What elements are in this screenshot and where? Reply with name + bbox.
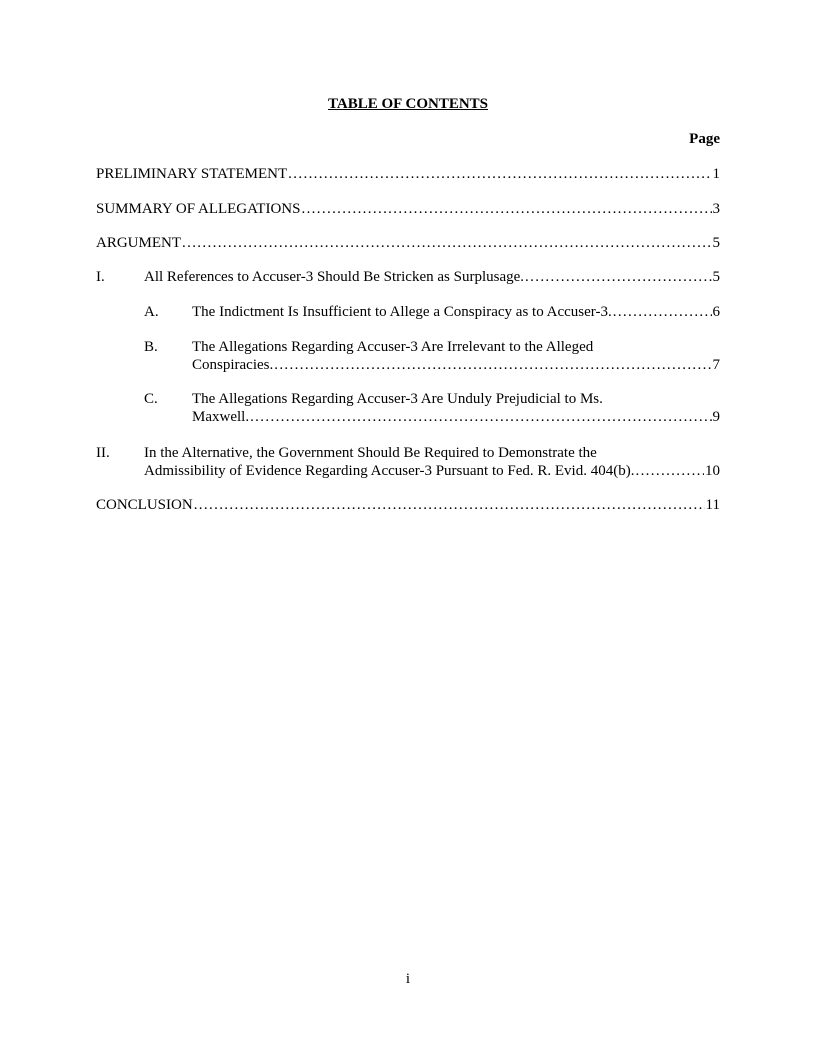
toc-entry-page: 9 (712, 409, 720, 425)
leader-dots (274, 356, 711, 374)
toc-entry-page: 1 (712, 166, 720, 182)
toc-entry-number: I. (96, 269, 105, 285)
toc-entry-label: All References to Accuser-3 Should Be Stricken as Surplusage. (144, 269, 525, 285)
toc-entry-label: Admissibility of Evidence Regarding Accuser-3 Pursuant to Fed. R. Evid. 404(b). (144, 463, 635, 479)
page-number-footer: i (405, 971, 411, 987)
leader-dots (182, 234, 712, 252)
toc-entry-page: 5 (712, 269, 720, 285)
leader-dots (525, 268, 711, 286)
toc-entry-label: SUMMARY OF ALLEGATIONS (96, 201, 301, 217)
toc-entry-number: A. (144, 304, 159, 320)
toc-entry-preliminary-statement[interactable] (96, 165, 720, 183)
toc-title: TABLE OF CONTENTS (327, 96, 489, 112)
leader-dots (288, 165, 711, 183)
toc-entry-label: The Indictment Is Insufficient to Allege a Conspiracy as to Accuser-3. (192, 304, 612, 320)
leader-dots (194, 496, 705, 514)
toc-entry-page: 10 (705, 463, 720, 479)
toc-entry-label: CONCLUSION (96, 497, 193, 513)
toc-entry-label-line: In the Alternative, the Government Should Be Required to Demonstrate the (144, 445, 597, 461)
toc-entry-label: Maxwell. (192, 409, 250, 425)
toc-entry-summary-of-allegations[interactable] (96, 200, 720, 218)
toc-entry-label-line: The Allegations Regarding Accuser-3 Are Unduly Prejudicial to Ms. (192, 391, 603, 407)
leader-dots (635, 462, 704, 480)
toc-entry-number: II. (96, 445, 110, 461)
leader-dots (301, 200, 711, 218)
toc-entry-label: PRELIMINARY STATEMENT (96, 166, 288, 182)
toc-entry-argument[interactable] (96, 234, 720, 252)
toc-entry-label: Conspiracies. (192, 357, 274, 373)
toc-entry-label-line: The Allegations Regarding Accuser-3 Are Irrelevant to the Alleged (192, 339, 594, 355)
toc-entry-page: 6 (712, 304, 720, 320)
leader-dots (250, 408, 711, 426)
toc-entry-number: C. (144, 391, 158, 407)
toc-entry-label: ARGUMENT (96, 235, 181, 251)
page-column-header: Page (689, 131, 720, 147)
toc-entry-page: 3 (712, 201, 720, 217)
toc-entry-page: 5 (712, 235, 720, 251)
toc-entry-conclusion[interactable] (96, 496, 720, 514)
toc-entry-page: 7 (712, 357, 720, 373)
toc-entry-number: B. (144, 339, 158, 355)
toc-entry-page: 11 (705, 497, 720, 513)
leader-dots (613, 303, 712, 321)
